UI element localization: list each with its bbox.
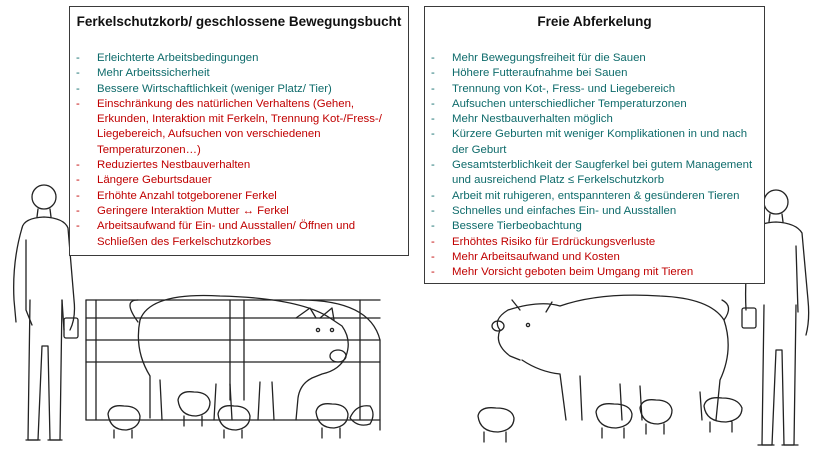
list-item: - Gesamtsterblichkeit der Saugferkel bei gutem Management und ausreichend Platz ≤ Ferkelschutzkorb — [431, 158, 760, 189]
list-item: - Bessere Wirtschaftlichkeit (weniger Platz/ Tier) — [76, 82, 404, 97]
list-item: - Erleichterte Arbeitsbedingungen — [76, 51, 404, 66]
list-item: - Arbeitsaufwand für Ein- und Ausstallen/ Öffnen und Schließen des Ferkelschutzkorbes — [76, 219, 404, 250]
list-item: - Mehr Arbeitssicherheit — [76, 66, 404, 81]
crate-title: Ferkelschutzkorb/ geschlossene Bewegungsbucht — [76, 14, 402, 29]
crate-list — [70, 51, 408, 250]
list-item: - Trennung von Kot-, Fress- und Liegebereich — [431, 82, 760, 97]
list-item: - Erhöhtes Risiko für Erdrückungsverluste — [431, 235, 760, 250]
list-item: - Erhöhte Anzahl totgeborener Ferkel — [76, 189, 404, 204]
list-item: - Reduziertes Nestbauverhalten — [76, 158, 404, 173]
list-item: - Höhere Futteraufnahme bei Sauen — [431, 66, 760, 81]
list-item: - Bessere Tierbeobachtung — [431, 219, 760, 234]
list-item: - Mehr Vorsicht geboten beim Umgang mit Tieren — [431, 265, 760, 280]
list-item: - Längere Geburtsdauer — [76, 173, 404, 188]
free-box — [424, 6, 765, 284]
farrowing-crate — [86, 300, 380, 430]
list-item: - Mehr Arbeitsaufwand und Kosten — [431, 250, 760, 265]
list-item: - Schnelles und einfaches Ein- und Ausstallen — [431, 204, 760, 219]
free-title: Freie Abferkelung — [537, 14, 652, 29]
list-item: - Mehr Nestbauverhalten möglich — [431, 112, 760, 127]
list-item: - Aufsuchen unterschiedlicher Temperaturzonen — [431, 97, 760, 112]
list-item: - Einschränkung des natürlichen Verhaltens (Gehen, Erkunden, Interaktion mit Ferkeln, Trennung Kot-/Fress-/ Liegebereich, Aufsuchen von verschiedenen Temperaturzonen…) — [76, 97, 404, 158]
list-item: - Kürzere Geburten mit weniger Komplikationen in und nach der Geburt — [431, 127, 760, 158]
list-item: - Mehr Bewegungsfreiheit für die Sauen — [431, 51, 760, 66]
sow-free — [492, 295, 729, 420]
list-item: - Arbeit mit ruhigeren, entspannteren & gesünderen Tieren — [431, 189, 760, 204]
piglets-crate — [108, 392, 373, 438]
free-list — [425, 51, 764, 280]
list-item: - Geringere Interaktion Mutter ↔ Ferkel — [76, 204, 404, 219]
sow-crate — [130, 296, 348, 421]
crate-box — [69, 6, 409, 256]
